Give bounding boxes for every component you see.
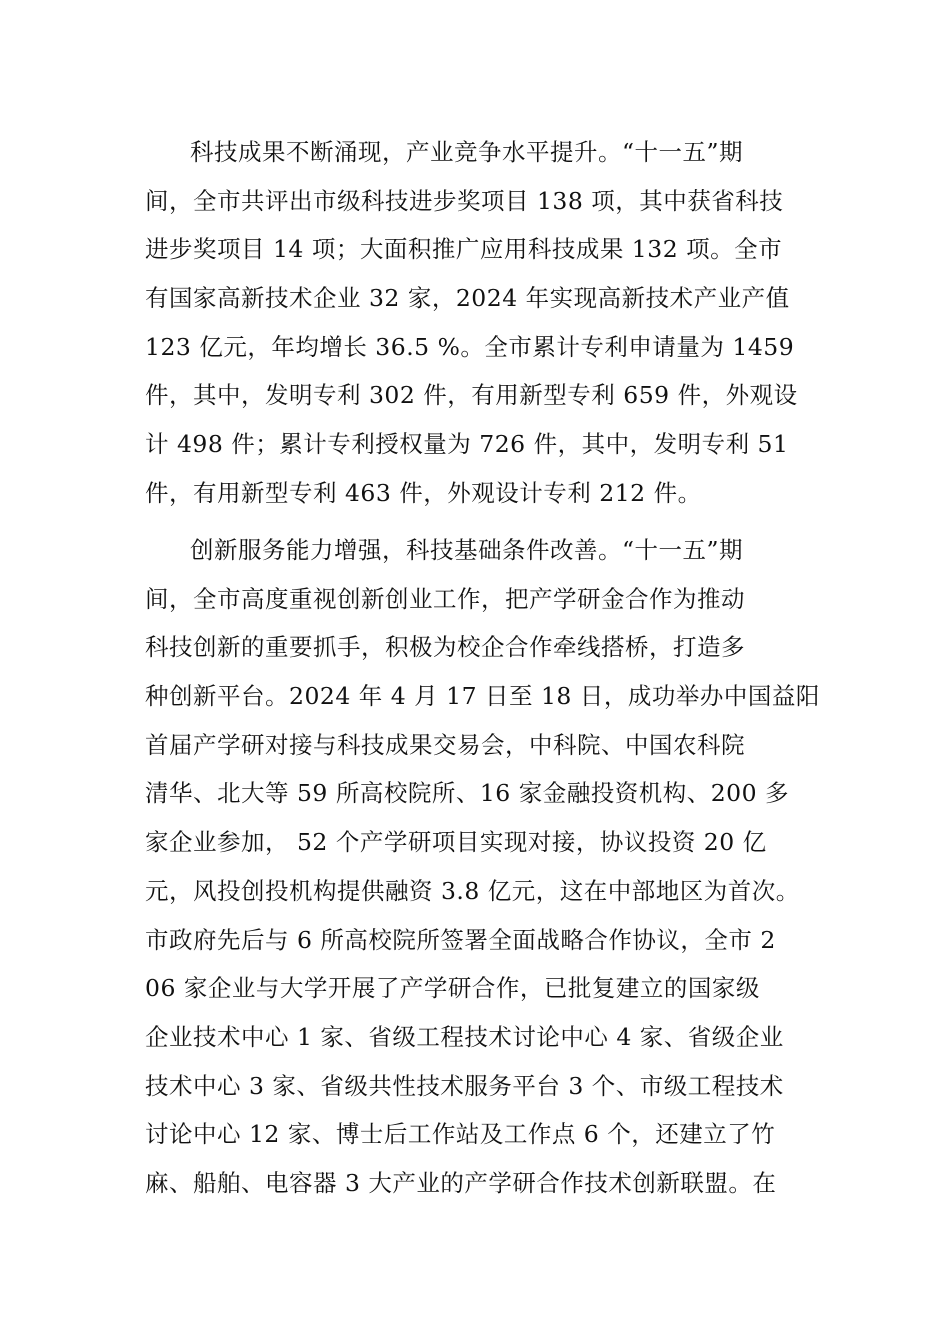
paragraph-line: 件，其中，发明专利 302 件，有用新型专利 659 件，外观设 [145,381,798,410]
paragraph-line: 间，全市高度重视创新创业工作，把产学研金合作为推动 [145,584,745,613]
paragraph-line: 件，有用新型专利 463 件，外观设计专利 212 件。 [145,478,702,507]
paragraph-line: 首届产学研对接与科技成果交易会，中科院、中国农科院 [145,730,745,759]
paragraph-line: 间，全市共评出市级科技进步奖项目 138 项，其中获省科技 [145,186,784,215]
paragraph-line: 创新服务能力增强，科技基础条件改善。“十一五”期 [190,536,744,564]
paragraph-line: 有国家高新技术企业 32 家，2024 年实现高新技术产业产值 [145,284,790,313]
paragraph-line: 进步奖项目 14 项；大面积推广应用科技成果 132 项。全市 [145,235,783,264]
paragraph-line: 科技创新的重要抓手，积极为校企合作牵线搭桥，打造多 [145,633,745,662]
paragraph-line: 技术中心 3 家、省级共性技术服务平台 3 个、市级工程技术 [145,1071,784,1100]
paragraph-line: 家企业参加， 52 个产学研项目实现对接，协议投资 20 亿 [145,828,767,857]
paragraph-2 [145,526,820,1208]
paragraph-line: 科技成果不断涌现，产业竞争水平提升。“十一五”期 [190,138,744,166]
paragraph-line: 企业技术中心 1 家、省级工程技术讨论中心 4 家、省级企业 [145,1022,784,1051]
paragraph-line: 清华、北大等 59 所高校院所、16 家金融投资机构、200 多 [145,779,790,808]
paragraph-line: 06 家企业与大学开展了产学研合作，已批复建立的国家级 [145,974,760,1003]
paragraph-1 [145,128,815,518]
paragraph-line: 种创新平台。2024 年 4 月 17 日至 18 日，成功举办中国益阳 [145,682,820,711]
paragraph-line: 元，风投创投机构提供融资 3.8 亿元，这在中部地区为首次。 [145,876,800,905]
paragraph-line: 讨论中心 12 家、博士后工作站及工作点 6 个，还建立了竹 [145,1120,776,1149]
paragraph-line: 123 亿元，年均增长 36.5 %。全市累计专利申请量为 1459 [145,332,795,361]
paragraph-line: 麻、船舶、电容器 3 大产业的产学研合作技术创新联盟。在 [145,1168,777,1197]
paragraph-line: 市政府先后与 6 所高校院所签署全面战略合作协议，全市 2 [145,925,776,954]
paragraph-line: 计 498 件；累计专利授权量为 726 件，其中，发明专利 51 [145,430,789,459]
